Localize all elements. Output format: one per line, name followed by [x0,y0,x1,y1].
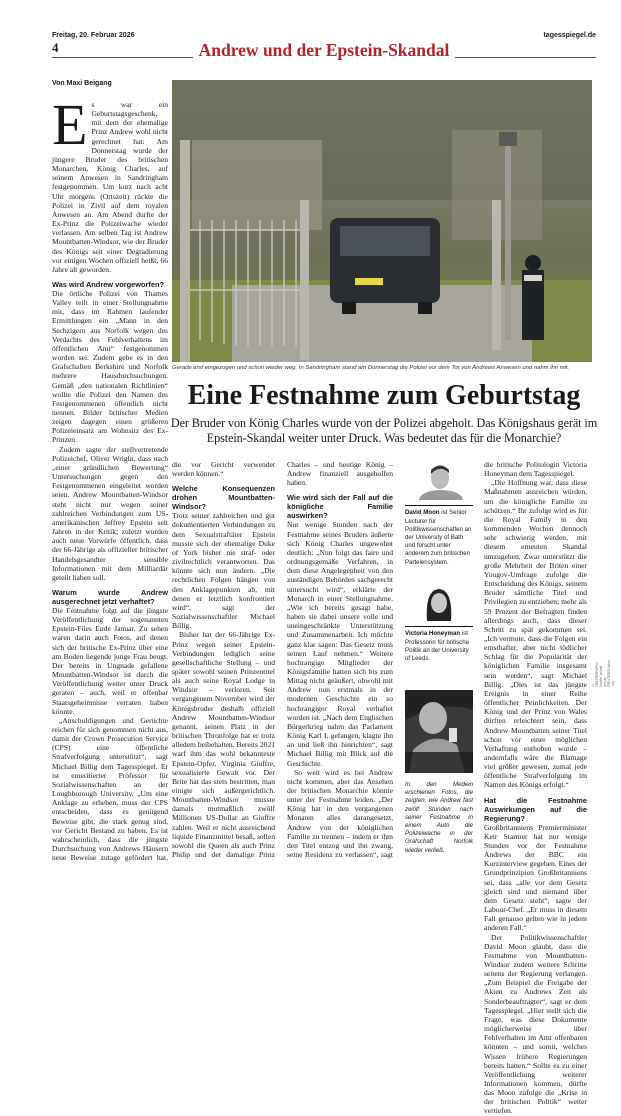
section-title [0,40,621,61]
page-number: 4 [52,40,59,55]
drop-cap: E [52,92,88,157]
paragraph: Trotz seiner zahlreichen und gut dokumentierten Verbindungen zu dem Sexualstraftäter Epstein musste sich der ehemalige Duke of York bisher nie straf- oder zivilrechtlich verantworten. Das könnte sich nun ändern. „Die rechtlichen Folgen hängen von den Anklagepunkten ab, mit denen er letztlich konfrontiert wird“, sagt der Sozialwissenschaftler Michael Billig. [172,511,275,631]
headline: Eine Festnahme zum Geburtstag [187,380,581,411]
photo-credit: © REUTERS/Phil Noble; privat; privat; REUTERS/Jaimi Joy [591,660,615,687]
paragraph: „Anschuldigungen und Gerüchte reichen für sich genommen nicht aus, damit der Crown Prosecution Service (CPS) eine öffentliche Strafverfolgung unterstützt“, sagt Michael Billig dem Tagesspiegel. Er ist emeritierter Professor für Sozialwissenschaften an der Loughborough University. „Um eine Anklage zu erheben, muss der CPS entscheiden, dass es genügend Beweise gibt, die stark genug sind, vor Gericht Bestand zu haben. Es ist wahrscheinlich, dass die jüngste Durchsuchung von Andrews Häusern neue Beweise zutage gefördert hat, [52,715,168,863]
subheadline: Der Bruder von König Charles wurde von der Polizei abgeholt. Das Königshaus gerät im Epstein-Skandal weiter unter Druck. Was bedeutet das für die Monarchie? [170,416,598,445]
paragraph: So weit wird es bei Andrew nicht kommen, aber das Ansehen der britischen Monarchie könnte unter der Festnahme leiden. „Der König hat in den vergangenen Monaten alles darangesetzt, Andrew von der königlichen Familie zu trennen – indem er ihm den Titel entzog und ihn zwang, seine Residenz zu verlassen“, sagt [287,767,393,860]
question-heading: Warum wurde Andrew ausgerechnet jetzt verhaftet? [52,587,168,606]
expert-portrait-moon [405,462,473,500]
inset-photo-caption: In den Medien erschienen Fotos, die zeigten, wie Andrew fast zwölf Stunden nach seiner Festnahme in einem Auto die Polizeiwache in der Grafschaft Norfolk wieder verließ. [405,781,473,854]
question-heading: Was wird Andrew vorgeworfen? [52,279,164,289]
paragraph: Die Festnahme folgt auf die jüngste Veröffentlichung der sogenannten Epstein-Files Ende Januar. Zu sehen waren darin auch Fotos, auf denen sich der britische Ex-Prinz über eine am Boden liegende junge Frau beugt. Der bereits in Ungnade gefallene Mountbatten-Windsor ist durch die Veröffentlichung weiter unter Druck geraten – auch, weil er offenbar Staatsgeheimnisse verraten haben könnte. [52,605,168,716]
expert-bio [405,509,473,566]
article-column-left [52,92,168,866]
photo-caption: Gerade erst eingezogen und schon wieder weg. In Sandringham stand am Donnerstag die Polizei vor dem Tor von Andrews Anwesen und nahm ihn mit. [172,365,570,371]
byline: Von Maxi Beigang [52,80,112,87]
lead-text: s war ein Geburtstagsgeschenk, mit dem der ehemalige Prinz Andrew wohl nicht gerechnet hat: Am Donnerstag wurde der jüngere Bruder des britischen Monarchen, König Charles, auf seinem Anwesen in Sandringham festgenommen. Um kurz nach acht Uhr morgens (Ortszeit) rückte die Polizei in Zivil auf dem royalen Anwesen an. Am Abend durfte der Ex-Prinz die Polizeiwache wieder verlassen. Am selben Tag ist Andrew Mountbatten-Windsor, wie der Bruder des Königs seit einer Degradierung vor einigen Wochen offiziell heißt, 66 Jahre alt geworden. [52,100,168,274]
website-label: tagesspiegel.de [543,32,596,39]
section-title-text: Andrew und der Epstein-Skandal [193,40,456,60]
inset-photo-andrew [405,690,473,855]
expert-divider [405,505,473,506]
paragraph: Zudem sagte der stellvertretende Polizeichef, Oliver Wright, dass nach „einer gründlichen Bewertung“ Untersuchungen gegen den Festgenommenen eingeleitet worden seien. Andrew Mountbatten-Windsor steht nicht nur wegen seiner zahlreichen Verbindungen zum US-amerikanischen Jeffrey Epstein seit Jahren in der Kritik; zuletzt wurden auch neue Vorwürfe öffentlich, dass der 66-Jährige als offizieller britischer Handelsgesandter sensible Informationen mit dem Milliardär geteilt haben soll. [52,444,168,582]
expert-name: David Moon [405,509,440,517]
expert-card-moon [405,462,473,567]
paragraph: Großbritanniens Premierminister Keir Starmer hat nur wenige Stunden vor der Festnahme Andrews der BBC ein Kurzinterview gegeben. Eines der Grundprinzipien Großbritanniens sei, dass „alle vor dem Gesetz gleich sind und niemand über dem Gesetz steht“, sagte der Labour-Chef. „Er muss in diesem Fall genauso gelten wie in jedem anderen Fall.“ [484,822,587,933]
expert-bio-text: ist Professorin für britische Politik an der University of Leeds. [405,630,470,662]
paragraph-continuation: Charles – und heutige König – Andrew finanziell ausgeholfen haben. [287,460,393,488]
question-heading: Hat die Festnahme Auswirkungen auf die Regierung? [484,795,587,823]
expert-bio-text: ist Senior Lecturer für Politikwissenschaften an der University of Bath und forscht unter anderem zum britischen Parteiensystem. [405,509,472,566]
paragraph: Der Politikwissenschaftler David Moon glaubt, dass die Festnahme von Mountbatten-Windsor zudem weitere Schritte seitens der Regierung verlangen. „Zum Beispiel die Freigabe der Akten zu Andrews Zeit als Sonderbeauftragter“, sagt er dem Tagesspiegel. „Hier stellt sich die Frage, was diese Dokumente möglicherweise über Fehlverhalten im Amt offenbaren könnten – und somit, welches Wissen frühere Regierungen bereits hatten.“ Sollte es zu einer Veröffentlichung weiterer Informationen kommen, dürfte das Moon zufolge die „Krise in der britischen Politik“ weiter vertiefen. [484,932,587,1116]
expert-portrait-honeyman [405,585,473,621]
paragraph-continuation: die britische Politologin Victoria Honeyman dem Tagesspiegel. [484,460,587,479]
question-heading: Welche Konsequenzen drohen Mountbatten-Windsor? [172,484,275,512]
expert-name: Victoria Honeyman [405,630,461,638]
paragraph: Die örtliche Polizei von Thames Valley teilt in einer Stellungnahme mit, dass im Rahmen laufender Ermittlungen ein „Mann in den Sechzigern aus Norfolk wegen des Verdachts des Fehlverhaltens im öffentlichen Amt“ festgenommen worden sei. Zudem gebe es in den Grafschaften Berkshire und Norfolk mehrere Hausdurchsuchungen. Gemäß „den nationalen Richtlinien“ wollte die Polizei den Namen des Festgenommenen öffentlich nicht nennen. Bilder britischer Medien zeigen dagegen einen größeren Polizeieinsatz am Wohnsitz des Ex-Prinzen. [52,288,168,445]
article-column-1 [172,460,275,866]
article-column-2 [287,460,393,866]
paragraph-continuation: die vor Gericht verwendet werden können.“ [172,460,275,479]
expert-card-honeyman [405,585,473,663]
andrew-in-car-image [405,690,473,773]
expert-divider [405,626,473,627]
paragraph: Bisher hat der 66-Jährige Ex-Prinz wegen seiner Epstein-Verbindungen lediglich seine gesellschaftliche Stellung – und später sowohl seinen Prinzentitel als auch seine Royal Lodge in Windsor – verloren. Seit vergangenem November wird der Königsbruder deshalb offiziell Andrew Mountbatten-Windsor genannt, seinen Platz in der britischen Thronfolge hat er trotz alledem beibehalten. Bereits 2021 warf ihm das wohl bekannteste Epstein-Opfer, Virginia Giuffre, sexualisierte Gewalt vor. Der Brite hat das stets bestritten, man einigte sich außergerichtlich. Mountbatten-Windsor musste damals mutmaßlich zwölf Millionen US-Dollar an Giuffre zahlen. Weil er nicht ausreichend liquide Finanzmittel besaß, sollen sowohl die Queen als auch Prinz Philip und der damalige Prinz [172,630,275,860]
lead-paragraph [52,92,168,274]
expert-bio [405,630,473,663]
main-photo [172,80,592,362]
issue-date: Freitag, 20. Februar 2026 [52,32,135,39]
paragraph: Nur wenige Stunden nach der Festnahme seines Bruders äußerte sich König Charles ungewohnt deutlich: „Nun folgt das faire und ordnungsgemäße Verfahren, in dem diese Angelegenheit von den zuständigen Behörden sachgerecht untersucht wird“, erklärte der Monarch in einer Stellungnahme. „Wie ich bereits gesagt habe, haben sie dabei unsere volle und uneingeschränkte Unterstützung und Zusammenarbeit. Ich möchte ganz klar sagen: Das Gesetz muss seinen Lauf nehmen.“ Weitere hochrangige Mitglieder der Königsfamilie hatten sich bis zum Mittag nicht geäußert, obwohl mit Andrew nun erstmals in der modernen Geschichte ein so hochrangiger Royal verhaftet worden ist. „Nach dem Englischen Bürgerkrieg nahm das Parlament König Karl I. gefangen, klagte ihn an und ließ ihn hinrichten“, sagt Michael Billig mit Blick auf die Geschichte. [287,520,393,768]
article-column-4 [484,460,587,1116]
paragraph: „Die Hoffnung war, dass diese Maßnahmen ausreichen würden, um die königliche Familie zu schützen.“ Ihr zufolge wird es für die Royal Family in den kommenden Wochen dennoch sehr schwierig werden, mit diesem erneuten Skandal umzugehen. Zwar unterstützt die große Mehrheit der Briten einer Yougov-Umfrage zufolge die Entscheidung des Königs, seinem Bruder sämtliche Titel und Privilegien zu entziehen; mehr als 59 Prozent der Befragten finden allerdings auch, dass dieser Schritt zu spät gekommen sei. „Ich vermute, dass die Folgen ein ernsthafter, aber nicht tödlicher Schlag für die Popularität der königlichen Familie insgesamt sein werden“, sagt Michael Billig. „Dies ist das jüngste Ereignis in einer Reihe öffentlicher Peinlichkeiten. Der König und der Prinz von Wales dürften erleichtert sein, dass Andrew Mountbatten seiner Titel schon vor einer möglichen Verhaftung enthoben wurde – andernfalls wäre die Blamage viel größer gewesen, zumal jede öffentliche Strafverfolgung im Namen des Königs erfolgt.“ [484,478,587,790]
question-heading: Wie wird sich der Fall auf die königliche Familie auswirken? [287,493,393,521]
police-at-gate-image [172,80,592,362]
